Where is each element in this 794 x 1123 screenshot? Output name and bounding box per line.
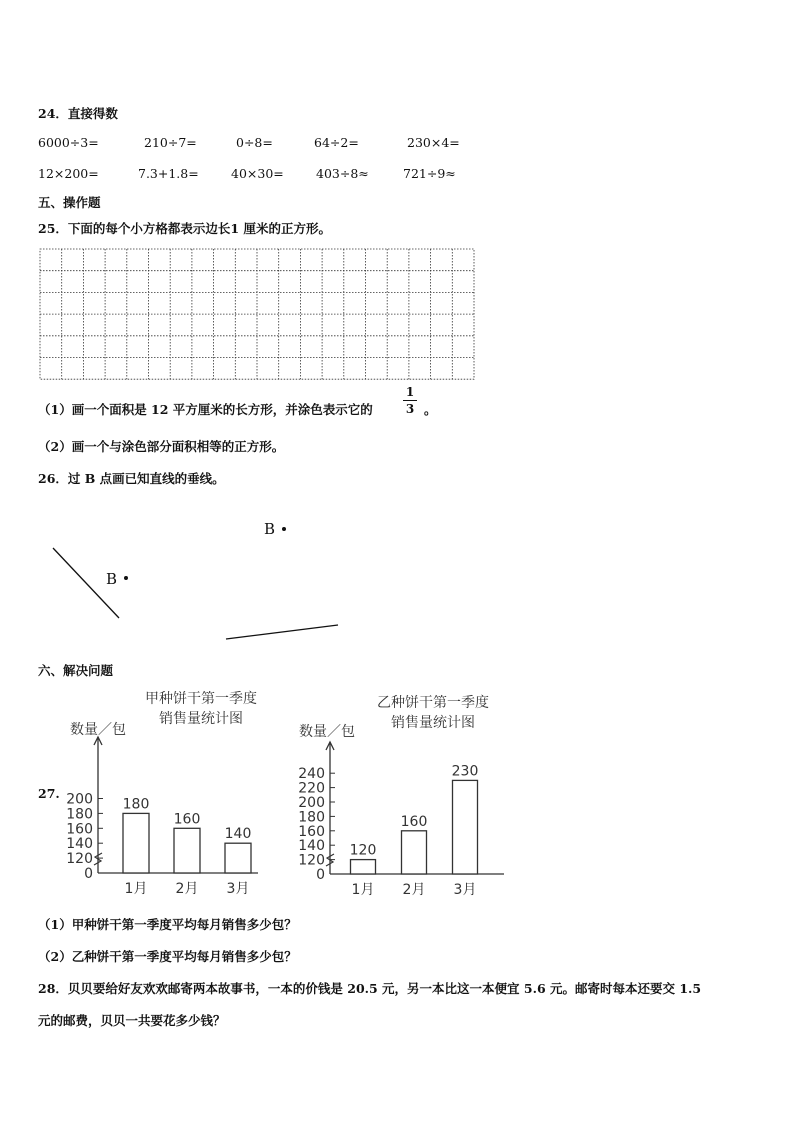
- calc-item: 12×200=: [38, 166, 99, 181]
- x-tick-label: 1月: [124, 881, 148, 897]
- bar: [351, 860, 376, 874]
- chart1-ylabel: 数量／包: [70, 722, 126, 738]
- q27-sub1: （1）甲种饼干第一季度平均每月销售多少包？: [38, 917, 297, 932]
- chart2-ylabel: 数量／包: [299, 724, 355, 740]
- bar: [123, 813, 149, 873]
- bar: [453, 780, 478, 874]
- q28-line1: 28．贝贝要给好友欢欢邮寄两本故事书，一本的价钱是 20.5 元，另一本比这一本便宜 5.6 元。邮寄时每本还要交 1.5: [38, 981, 702, 996]
- y-tick-label: 140: [66, 836, 93, 853]
- data-label: 160: [400, 813, 428, 830]
- fraction-numerator: 1: [405, 385, 415, 399]
- calc-item: 230×4=: [407, 135, 460, 150]
- axis-break: [94, 853, 102, 865]
- bar: [174, 828, 200, 873]
- calc-item: 7.3+1.8=: [138, 166, 199, 181]
- x-tick-label: 2月: [402, 882, 426, 898]
- y-tick-label: 220: [298, 780, 325, 797]
- bar: [402, 831, 427, 874]
- y-tick-label: 200: [298, 795, 325, 811]
- q25-title: 25．下面的每个小方格都表示边长1 厘米的正方形。: [38, 221, 331, 236]
- calc-item: 64÷2=: [314, 135, 359, 150]
- calc-item: 403÷8≈: [316, 166, 369, 181]
- fraction-one-third: [403, 385, 417, 416]
- q25-sub1: [38, 400, 373, 418]
- given-line-2: [226, 625, 338, 639]
- q25-sub1-text: （1）画一个面积是 12 平方厘米的长方形，并涂色表示它的: [38, 402, 373, 417]
- calc-item: 6000÷3=: [38, 135, 99, 150]
- fraction-bar: [403, 400, 417, 401]
- calc-item: 721÷9≈: [403, 166, 456, 181]
- q25-sub1-end: 。: [424, 402, 437, 417]
- x-tick-label: 1月: [351, 882, 375, 898]
- point-label: B: [106, 570, 118, 588]
- chart1-title: [116, 689, 286, 729]
- data-label: 230: [451, 763, 479, 780]
- section-heading: 六、解决问题: [38, 663, 114, 678]
- x-tick-label: 3月: [226, 881, 250, 897]
- q26-title: 26．过 B 点画已知直线的垂线。: [38, 471, 225, 486]
- chart1-title-text: 甲种饼干第一季度 销售量统计图: [145, 691, 257, 727]
- chart2-title: [348, 693, 518, 733]
- fraction-denominator: 3: [405, 402, 415, 416]
- q24-title: 24．直接得数: [38, 106, 118, 121]
- y-tick-label: 0: [316, 867, 325, 883]
- calc-item: 0÷8=: [236, 135, 273, 150]
- perpendicular-figure: [0, 500, 794, 650]
- y-tick-label: 160: [66, 821, 93, 838]
- bar: [225, 843, 251, 873]
- y-tick-label: 120: [298, 852, 325, 869]
- q28-line2: 元的邮费，贝贝一共要花多少钱？: [38, 1013, 226, 1028]
- point-b-left: [124, 576, 128, 580]
- chart1-plot: [58, 735, 278, 905]
- y-tick-label: 180: [66, 806, 93, 823]
- x-tick-label: 2月: [175, 881, 199, 897]
- calc-item: 210÷7=: [144, 135, 197, 150]
- y-tick-label: 200: [66, 791, 93, 808]
- y-tick-label: 240: [298, 766, 325, 783]
- y-tick-label: 140: [298, 838, 325, 855]
- point-b-top: [282, 527, 286, 531]
- x-tick-label: 3月: [453, 882, 477, 898]
- data-label: 120: [349, 842, 377, 859]
- q27-number: 27.: [38, 786, 60, 801]
- y-tick-label: 180: [298, 809, 325, 826]
- data-label: 160: [173, 811, 201, 828]
- data-label: 140: [224, 826, 252, 843]
- q25-sub2: （2）画一个与涂色部分面积相等的正方形。: [38, 439, 285, 454]
- chart2-title-text: 乙种饼干第一季度 销售量统计图: [377, 695, 489, 731]
- calc-item: 40×30=: [231, 166, 284, 181]
- y-tick-label: 120: [66, 851, 93, 868]
- y-tick-label: 0: [84, 866, 93, 882]
- y-tick-label: 160: [298, 823, 325, 840]
- square-grid[interactable]: [39, 248, 477, 381]
- chart2-plot: [290, 740, 510, 905]
- q27-sub2: （2）乙种饼干第一季度平均每月销售多少包？: [38, 949, 297, 964]
- data-label: 180: [122, 796, 150, 813]
- point-label: B: [264, 520, 276, 538]
- section-heading: 五、操作题: [38, 195, 101, 210]
